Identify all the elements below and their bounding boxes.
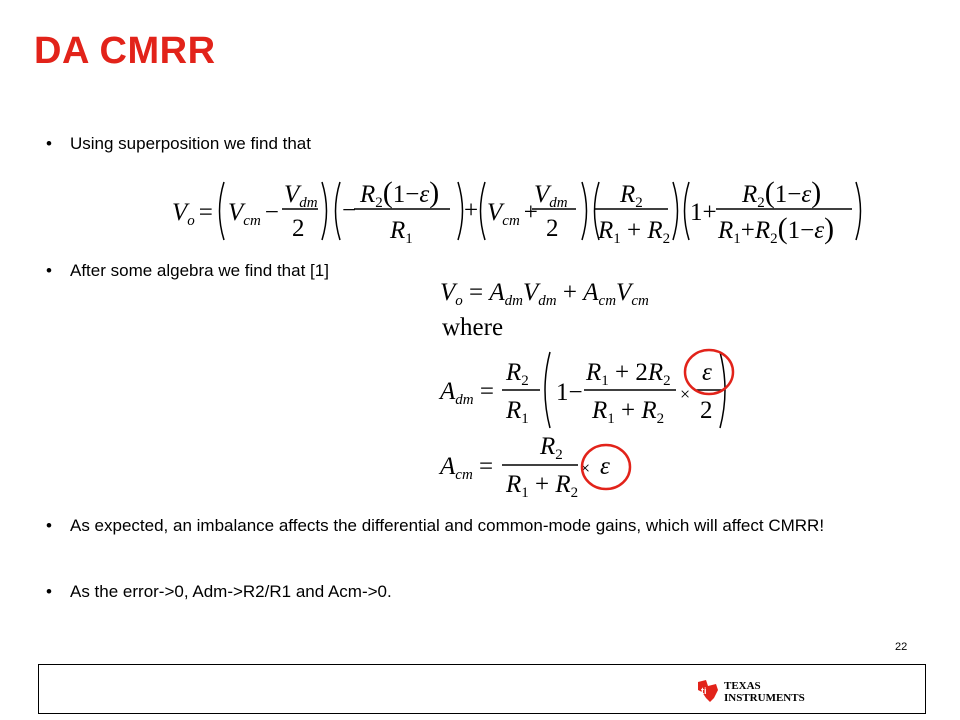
svg-text:2: 2 — [700, 397, 713, 424]
bullet-dot: • — [46, 516, 52, 535]
svg-text:R1: $R_1$ — [390, 217, 413, 246]
bullet-text: As the error->0, Adm->R2/R1 and Acm->0. — [70, 582, 392, 601]
svg-text:2: 2 — [292, 215, 305, 242]
bullet-text: Using superposition we find that — [70, 134, 311, 153]
bullet-algebra — [46, 259, 329, 283]
svg-text:1−: 1− — [556, 379, 583, 406]
bullet-text: After some algebra we find that [1] — [70, 261, 329, 280]
svg-text:R1: $R_1$ — [506, 397, 529, 427]
svg-text:ε: ε — [600, 453, 610, 480]
svg-text:ti: ti — [701, 686, 707, 696]
superposition-equation — [168, 176, 868, 246]
svg-text:R2: $R_2$ — [540, 433, 563, 463]
svg-text:Vo=: $V_o$ = — [172, 199, 213, 229]
svg-text:Vcm−: $V_{cm}$ − — [228, 199, 279, 229]
bullet-superposition — [46, 132, 311, 156]
bullet-dot: • — [46, 261, 52, 280]
svg-text:−: − — [342, 197, 357, 224]
svg-text:Vo = AdmVdm + AcmVcm: $V_o = A_{dm}V_{dm} + A_{cm}V_{cm}$ — [440, 279, 649, 309]
svg-text:Vdm: $V_{dm}$ — [284, 181, 318, 211]
svg-text:×: × — [680, 384, 691, 404]
bullet-text: As expected, an imbalance affects the differential and common-mode gains, which will affect CMRR! — [70, 516, 825, 535]
svg-text:ε: ε — [702, 359, 712, 386]
page-number: 22 — [895, 641, 908, 653]
svg-text:R1 + R2: $R_1 + R_2$ — [592, 397, 665, 427]
svg-text:Acm =: $A_{cm}$ = — [440, 453, 494, 483]
svg-text:R2: $R_2$ — [506, 359, 529, 389]
svg-text:R1 + R2: $R_1 + R_2$ — [598, 217, 671, 246]
bullet-error-limit — [46, 580, 392, 604]
texas-instruments-logo — [696, 676, 818, 704]
svg-text:2: 2 — [546, 215, 559, 242]
svg-text:R2: $R_2$ — [620, 181, 643, 211]
bullet-dot: • — [46, 134, 52, 153]
bullet-imbalance — [46, 514, 906, 538]
svg-text:R1 + 2R2: $R_1 + 2R_2$ — [586, 359, 671, 389]
logo-text-texas: TEXAS — [724, 680, 761, 692]
svg-text:Vcm+: $V_{cm}$ + — [487, 199, 538, 229]
slide-title: DA CMRR — [34, 30, 216, 72]
svg-text:R1 + R2: $R_1 + R_2$ — [506, 471, 579, 500]
svg-text:Vdm: $V_{dm}$ — [534, 181, 568, 211]
where-label: where — [442, 314, 504, 341]
gain-equations — [436, 272, 756, 500]
svg-text:R2(1−ε): $R_2(1-\varepsilon)$ — [742, 176, 822, 211]
svg-text:R2(1−ε): $R_2(1-\varepsilon)$ — [360, 176, 440, 211]
logo-text-instruments: INSTRUMENTS — [724, 692, 805, 704]
bullet-dot: • — [46, 582, 52, 601]
svg-text:R1+R2(1−ε): $R_1+R_2(1-\varepsilon)$ — [718, 212, 835, 246]
svg-text:+: + — [464, 197, 479, 224]
svg-text:1+: 1+ — [690, 199, 717, 226]
svg-text:×: × — [580, 458, 591, 478]
svg-text:Adm =: $A_{dm}$ = — [440, 378, 494, 408]
